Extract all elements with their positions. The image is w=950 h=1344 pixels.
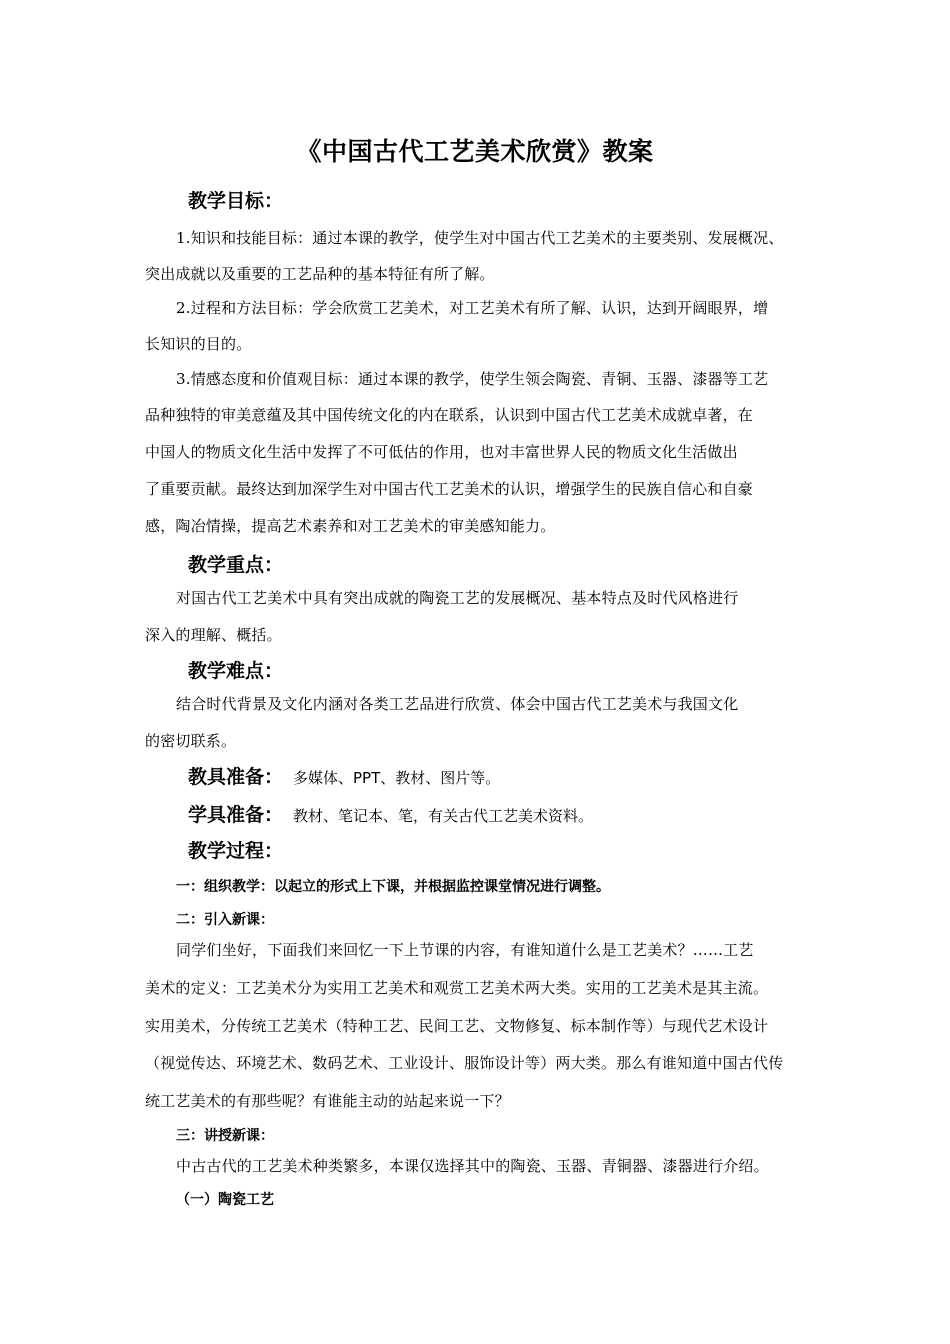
- step-2: 二：引入新课：: [176, 912, 274, 928]
- student-tools-heading-label: 学具准备：: [188, 804, 284, 826]
- objective-1-line-2: 突出成就以及重要的工艺品种的基本特征有所了解。: [145, 265, 495, 283]
- step-3: 三：讲授新课：: [176, 1128, 274, 1144]
- tools-text: 多媒体、PPT、教材、图片等。: [293, 769, 501, 787]
- step-1: 一：组织教学：以起立的形式上下课，并根据监控课堂情况进行调整。: [176, 879, 610, 895]
- subsection-ceramics: （一）陶瓷工艺: [176, 1192, 274, 1208]
- intro-line-4: （视觉传达、环境艺术、数码艺术、工业设计、服饰设计等）两大类。那么有谁知道中国古代传: [145, 1054, 784, 1072]
- difficulty-heading: 教学难点：: [188, 660, 284, 682]
- intro-line-2: 美术的定义：工艺美术分为实用工艺美术和观赏工艺美术两大类。实用的工艺美术是其主流。: [145, 979, 769, 997]
- student-tools-heading: [188, 800, 593, 827]
- tools-heading: [188, 762, 500, 789]
- objectives-heading: 教学目标：: [188, 190, 284, 212]
- focus-line-2: 深入的理解、概括。: [145, 626, 282, 644]
- objective-3-line-5: 感，陶冶情操，提高艺术素养和对工艺美术的审美感知能力。: [145, 517, 556, 535]
- focus-heading: 教学重点：: [188, 554, 284, 576]
- difficulty-line-2: 的密切联系。: [145, 732, 237, 750]
- objective-3-line-2: 品种独特的审美意蕴及其中国传统文化的内在联系，认识到中国古代工艺美术成就卓著，在: [145, 406, 754, 424]
- difficulty-line-1: 结合时代背景及文化内涵对各类工艺品进行欣赏、体会中国古代工艺美术与我国文化: [176, 695, 739, 713]
- objective-3-line-4: 了重要贡献。最终达到加深学生对中国古代工艺美术的认识，增强学生的民族自信心和自豪: [145, 480, 754, 498]
- intro-line-1: 同学们坐好，下面我们来回忆一下上节课的内容，有谁知道什么是工艺美术？……工艺: [176, 941, 754, 959]
- objective-3-line-1: 3.情感态度和价值观目标：通过本课的教学，使学生领会陶瓷、青铜、玉器、漆器等工艺: [176, 370, 769, 388]
- intro-line-3: 实用美术，分传统工艺美术（特种工艺、民间工艺、文物修复、标本制作等）与现代艺术设计: [145, 1017, 769, 1035]
- objective-1-line-1: 1.知识和技能目标：通过本课的教学，使学生对中国古代工艺美术的主要类别、发展概况、: [176, 229, 784, 247]
- student-tools-text: 教材、笔记本、笔，有关古代工艺美术资料。: [293, 807, 594, 825]
- objective-2-line-1: 2.过程和方法目标：学会欣赏工艺美术，对工艺美术有所了解、认识，达到开阔眼界，增: [176, 299, 769, 317]
- intro-line-5: 统工艺美术的有那些呢？有谁能主动的站起来说一下？: [145, 1092, 510, 1110]
- objective-3-line-3: 中国人的物质文化生活中发挥了不可低估的作用，也对丰富世界人民的物质文化生活做出: [145, 443, 738, 461]
- process-heading: 教学过程：: [188, 840, 284, 862]
- document-title: 《中国古代工艺美术欣赏》教案: [296, 137, 654, 166]
- lesson-line-1: 中古古代的工艺美术种类繁多，本课仅选择其中的陶瓷、玉器、青铜器、漆器进行介绍。: [176, 1157, 769, 1175]
- focus-line-1: 对国古代工艺美术中具有突出成就的陶瓷工艺的发展概况、基本特点及时代风格进行: [176, 589, 739, 607]
- tools-heading-label: 教具准备：: [188, 766, 284, 788]
- objective-2-line-2: 长知识的目的。: [145, 335, 252, 353]
